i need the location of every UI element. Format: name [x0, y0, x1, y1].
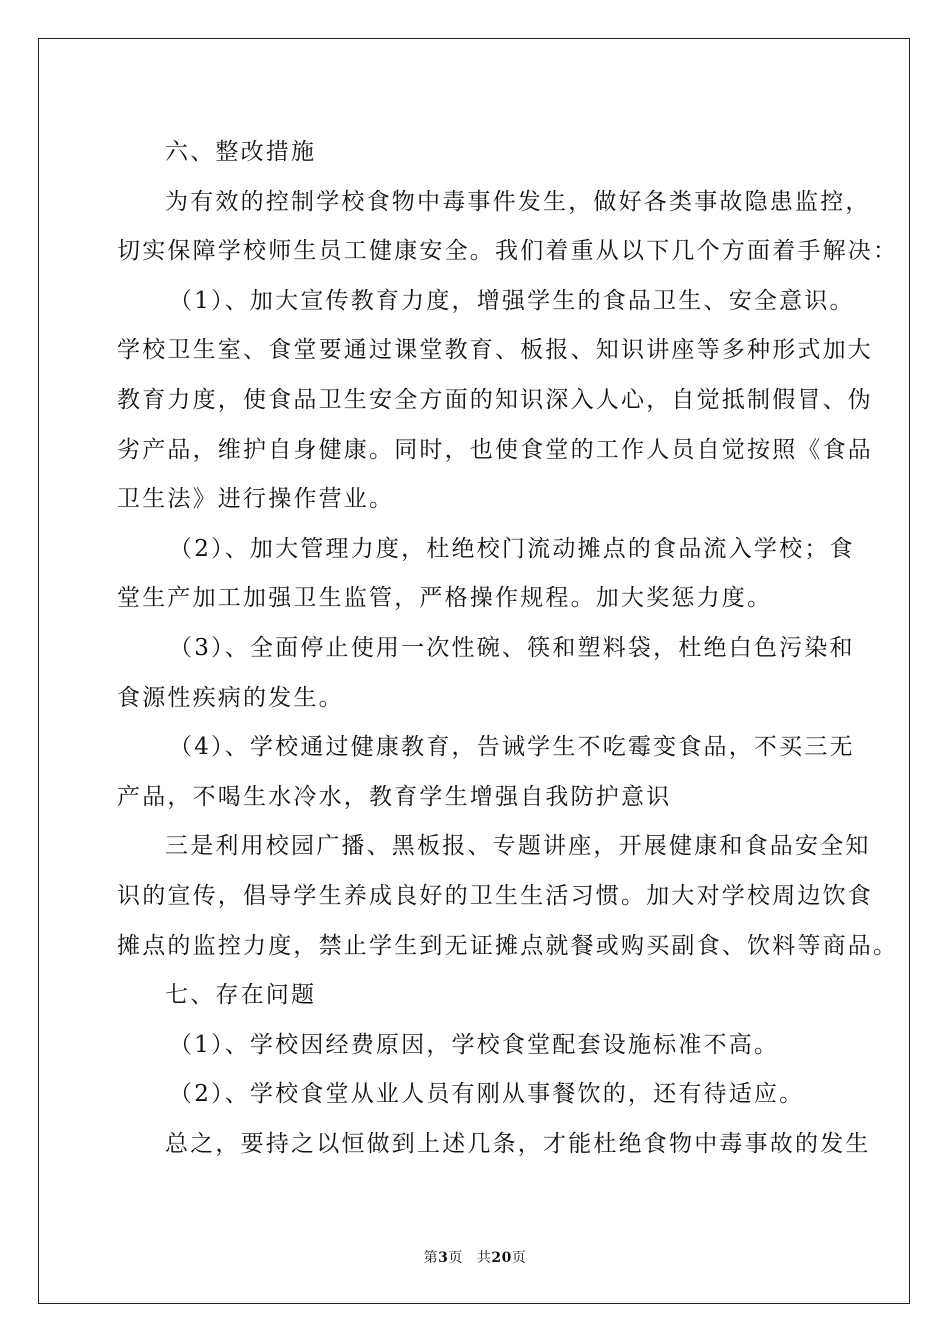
section-heading-rectification: 六、整改措施 [165, 139, 317, 165]
footer-page-suffix: 页 [448, 1250, 463, 1266]
paragraph-line: 总之，要持之以恒做到上述几条，才能杜绝食物中毒事故的发生 [165, 1130, 871, 1157]
paragraph-line: 摊点的监控力度，禁止学生到无证摊点就餐或购买副食、饮料等商品。 [117, 932, 899, 959]
paragraph-line: 产品，不喝生水冷水，教育学生增强自我防护意识 [117, 783, 672, 810]
list-item-line: （1）、加大宣传教育力度，增强学生的食品卫生、安全意识。 [169, 287, 855, 314]
paragraph-line: 堂生产加工加强卫生监管，严格操作规程。加大奖惩力度。 [117, 585, 773, 612]
paragraph-line: 劣产品，维护自身健康。同时，也使食堂的工作人员自觉按照《食品 [117, 436, 873, 463]
paragraph-line: 切实保障学校师生员工健康安全。我们着重从以下几个方面着手解决： [117, 238, 899, 265]
paragraph-line: 为有效的控制学校食物中毒事件发生，做好各类事故隐患监控， [165, 188, 871, 215]
paragraph-line: 学校卫生室、食堂要通过课堂教育、板报、知识讲座等多种形式加大 [117, 337, 873, 364]
list-item-line: （3）、全面停止使用一次性碗、筷和塑料袋，杜绝白色污染和 [169, 634, 855, 661]
footer-page-prefix: 第 [423, 1250, 439, 1266]
footer-page-number: 3 [438, 1250, 449, 1266]
paragraph-line: 三是利用校园广播、黑板报、专题讲座，开展健康和食品安全知 [165, 833, 871, 860]
list-item-line: （2）、学校食堂从业人员有刚从事餐饮的，还有待适应。 [169, 1081, 805, 1108]
list-item-line: （2）、加大管理力度，杜绝校门流动摊点的食品流入学校；食 [169, 535, 855, 562]
paragraph-line: 食源性疾病的发生。 [117, 684, 344, 711]
list-item-line: （1）、学校因经费原因，学校食堂配套设施标准不高。 [169, 1031, 780, 1058]
page-footer [0, 1247, 950, 1267]
section-heading-issues: 七、存在问题 [165, 982, 317, 1009]
document-body [117, 128, 899, 1169]
paragraph-line: 识的宣传，倡导学生养成良好的卫生生活习惯。加大对学校周边饮食 [117, 882, 873, 909]
footer-total-suffix: 页 [511, 1250, 527, 1266]
footer-total-prefix: 共 [476, 1250, 492, 1266]
footer-total-pages: 20 [491, 1250, 512, 1266]
list-item-line: （4）、学校通过健康教育，告诫学生不吃霉变食品，不买三无 [169, 734, 855, 761]
paragraph-line: 卫生法》进行操作营业。 [117, 486, 395, 513]
paragraph-line: 教育力度，使食品卫生安全方面的知识深入人心，自觉抵制假冒、伪 [117, 386, 873, 413]
